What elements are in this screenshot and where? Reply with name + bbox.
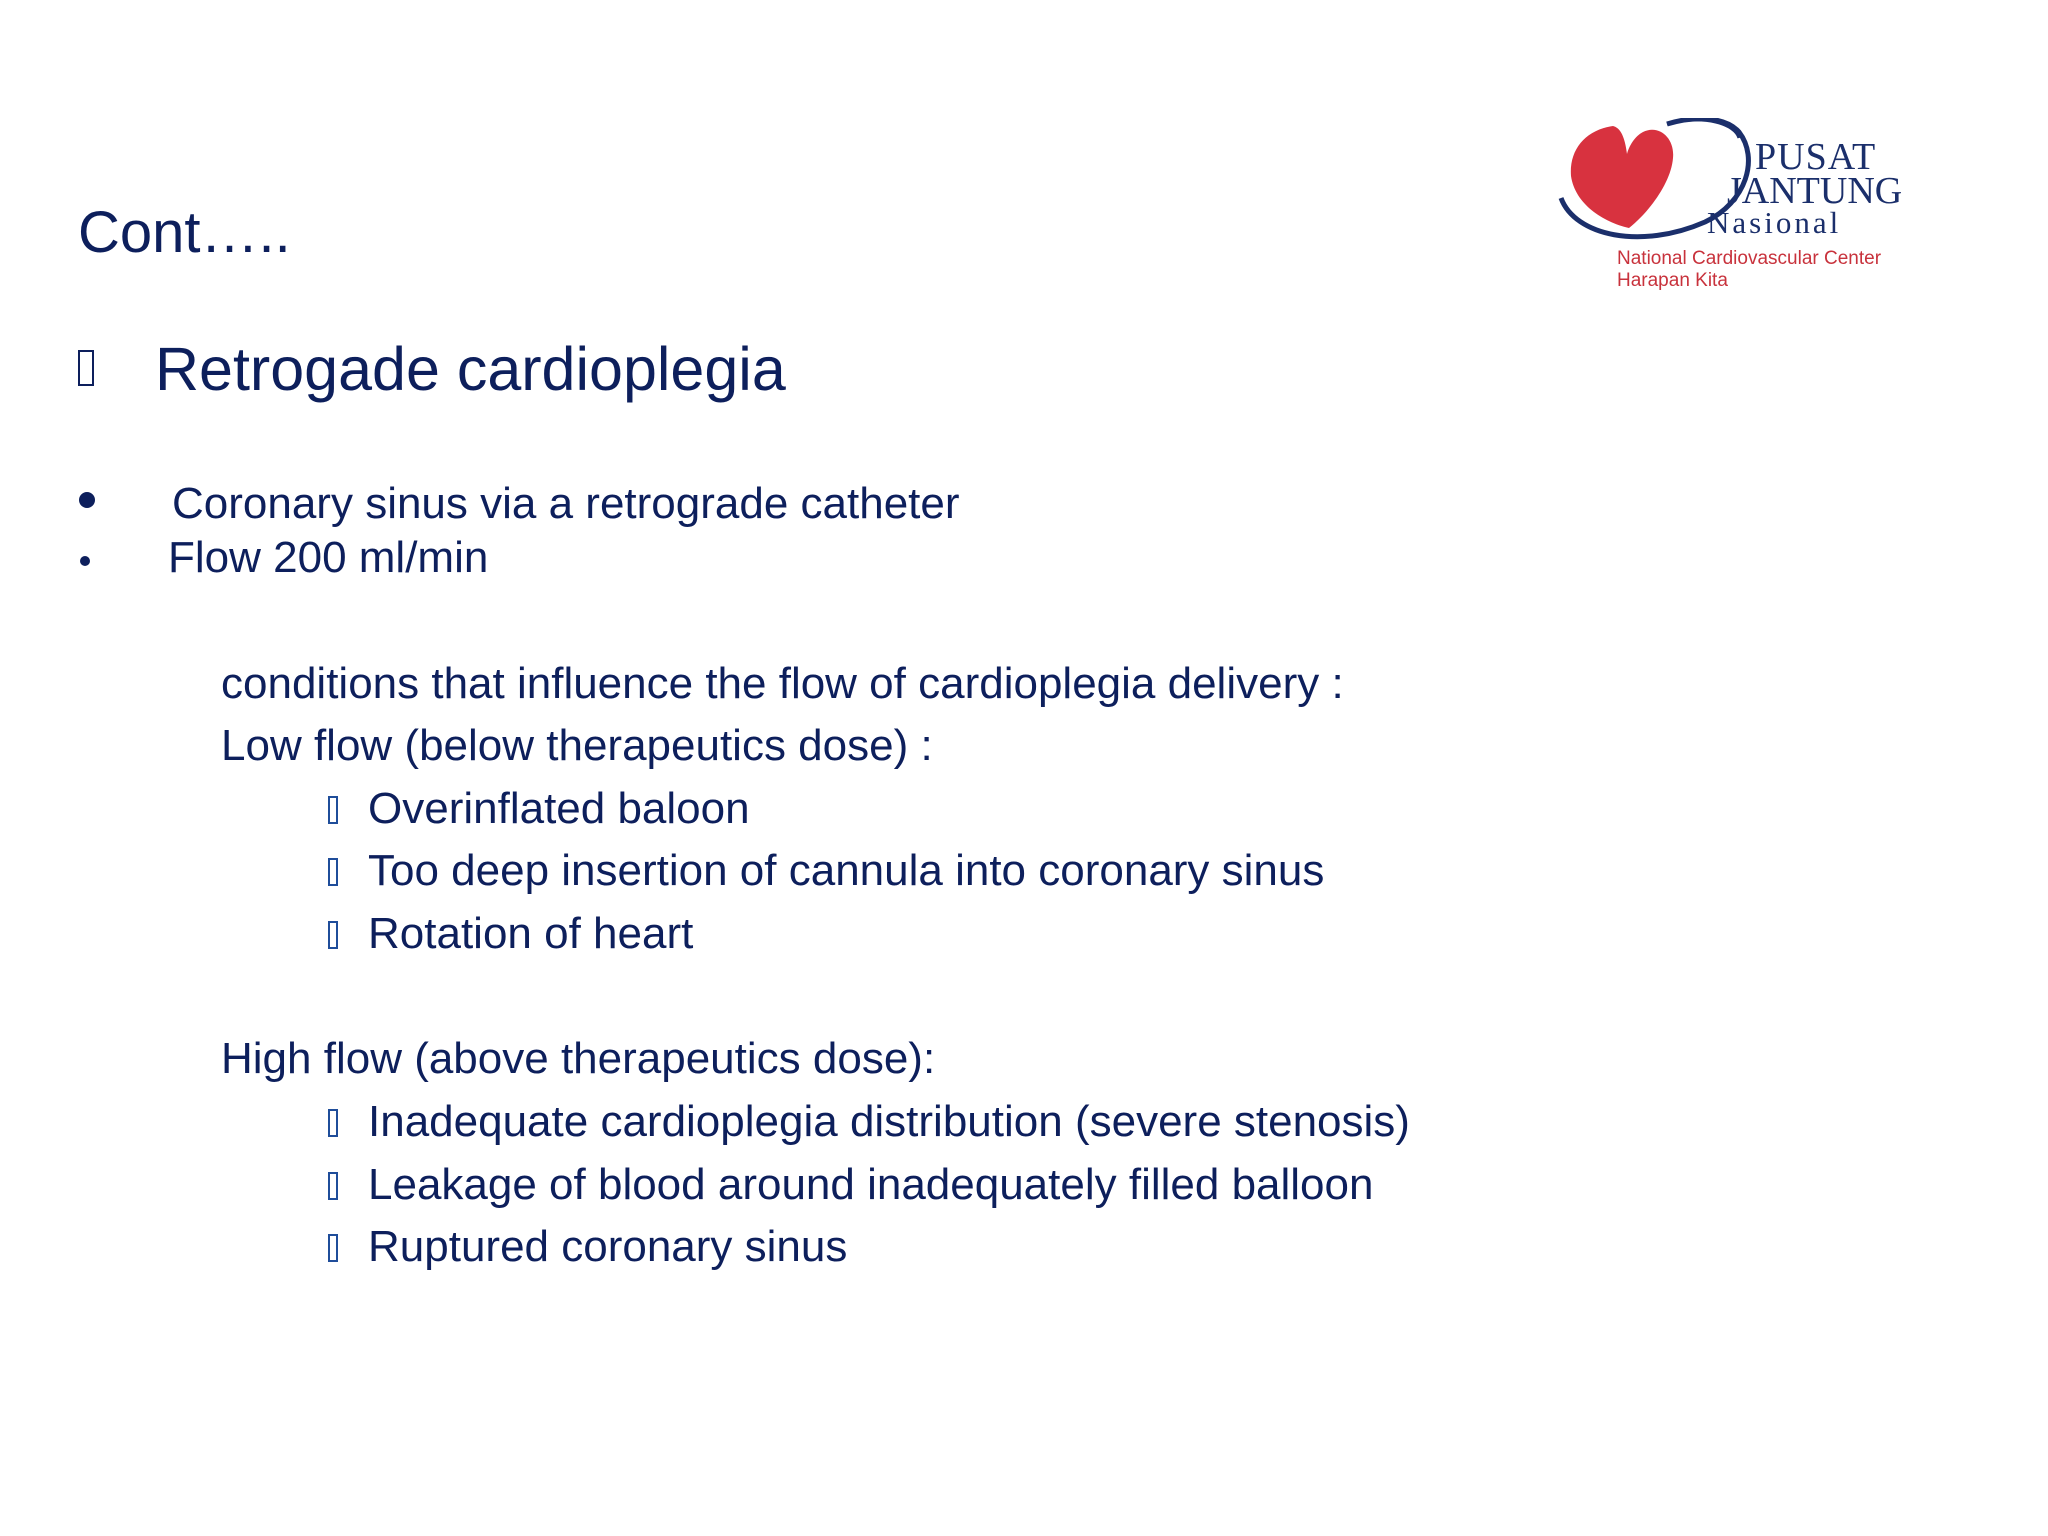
low-flow-item: Overinflated baloon — [368, 784, 750, 833]
sub-bullet-icon — [328, 796, 338, 824]
bullet-item: Coronary sinus via a retrograde catheter — [172, 479, 960, 528]
slide-title: Cont….. — [78, 200, 291, 265]
low-flow-label: Low flow (below therapeutics dose) : — [221, 721, 933, 770]
section-heading: Retrogade cardioplegia — [155, 335, 786, 403]
bullet-dot-icon — [79, 492, 95, 508]
logo — [1555, 118, 1915, 298]
sub-bullet-icon — [328, 1172, 338, 1200]
high-flow-item: Leakage of blood around inadequately filled balloon — [368, 1160, 1374, 1209]
low-flow-item: Rotation of heart — [368, 909, 694, 958]
bullet-dot-icon — [80, 556, 90, 566]
sub-bullet-icon — [328, 858, 338, 886]
logo-text-nasional: Nasional — [1707, 205, 1842, 240]
low-flow-item: Too deep insertion of cannula into coronary sinus — [368, 846, 1325, 895]
logo-subtitle-2: Harapan Kita — [1617, 270, 1728, 291]
logo-subtitle-1: National Cardiovascular Center — [1617, 248, 1882, 269]
heading-bullet-icon — [78, 350, 94, 386]
sub-bullet-icon — [328, 1234, 338, 1262]
logo-text-pusat: PUSAT — [1755, 136, 1877, 178]
high-flow-label: High flow (above therapeutics dose): — [221, 1034, 936, 1083]
bullet-item: Flow 200 ml/min — [168, 533, 489, 582]
sub-bullet-icon — [328, 921, 338, 949]
high-flow-item: Inadequate cardioplegia distribution (severe stenosis) — [368, 1097, 1410, 1146]
logo-text-jantung: JANTUNG — [1727, 170, 1903, 212]
high-flow-item: Ruptured coronary sinus — [368, 1222, 848, 1271]
conditions-intro: conditions that influence the flow of cardioplegia delivery : — [221, 659, 1344, 708]
sub-bullet-icon — [328, 1109, 338, 1137]
